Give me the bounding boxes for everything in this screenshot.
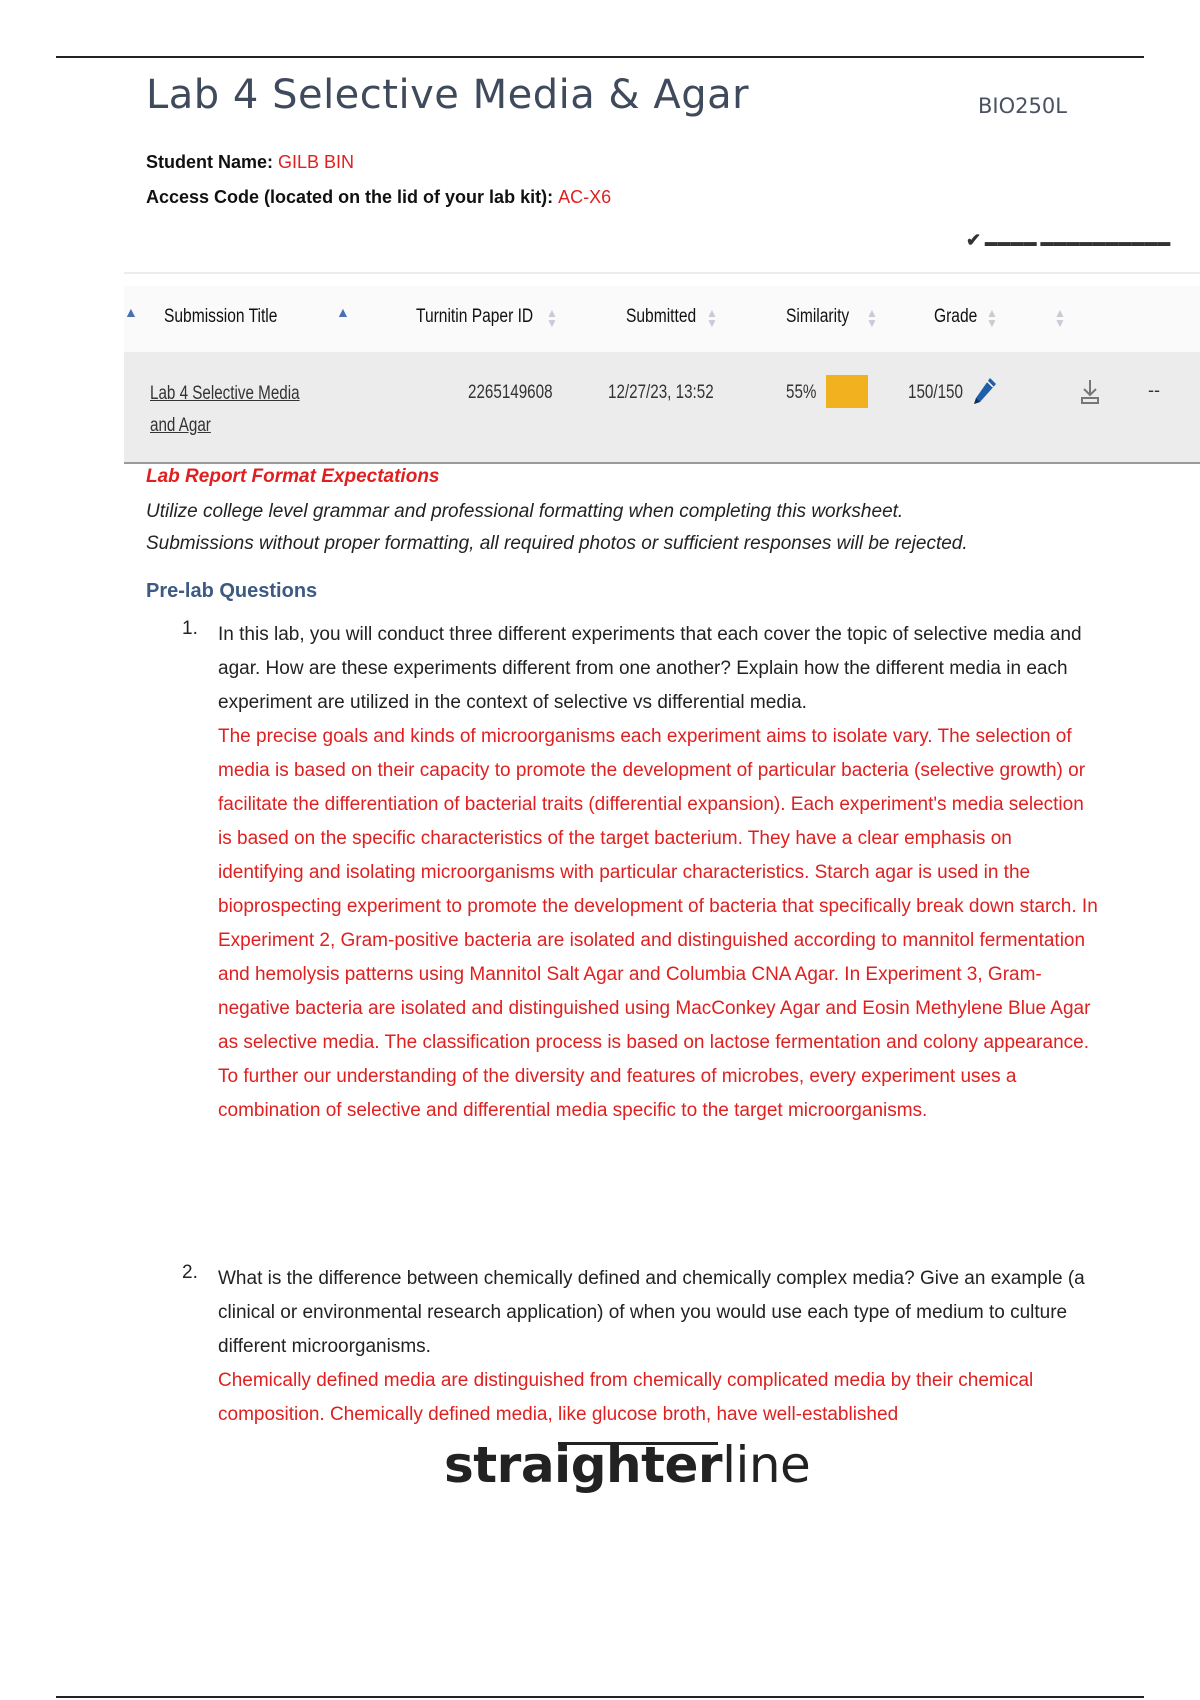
answer-text: The precise goals and kinds of microorganisms each experiment aims to isolate vary. The selection of media is based on their capacity to promote the development of particular bacteria (selective growth) or facilitate the differentiation of bacterial traits (differential expansion). Each experiment's media selection is based on the specific characteristics of the target bacterium. They have a clear emphasis on identifying and isolating microorganisms with particular characteristics. Starch agar is used in the bioprospecting experiment to promote the development of bacteria that specifically break down starch. In Experiment 2, Gram-positive bacteria are isolated and distinguished according to mannitol fermentation and hemolysis patterns using Mannitol Salt Agar and Columbia CNA Agar. In Experiment 3, Gram-negative bacteria are isolated and distinguished using MacConkey Agar and Eosin Methylene Blue Agar as selective media. The classification process is based on lactose fermentation and colony appearance. To further our understanding of the diversity and features of microbes, every experiment uses a combination of selective and differential media specific to the target microorganisms. [218, 726, 1098, 1121]
column-header-similarity[interactable]: Similarity [786, 306, 850, 327]
format-line-2: Submissions without proper formatting, all required photos or sufficient responses will be rejected. [146, 533, 968, 554]
question-text: What is the difference between chemically defined and chemically complex media? Give an example (a clinical or environmental research application) of when you would use each type of medium to culture different microorganisms. [218, 1268, 1085, 1357]
page-title: Lab 4 Selective Media & Agar [146, 72, 750, 118]
format-line-1: Utilize college level grammar and professional formatting when completing this worksheet. [146, 501, 904, 522]
format-heading: Lab Report Format Expectations [146, 466, 440, 487]
student-name-label: Student Name: [146, 152, 274, 172]
check-icon: ✔ [966, 230, 982, 250]
similarity-cell: 55% [786, 382, 817, 403]
sort-icon[interactable]: ▲ ▼ [546, 306, 558, 330]
paper-id-cell: 2265149608 [468, 382, 553, 403]
table-separator [124, 272, 1200, 274]
column-header-grade[interactable]: Grade [934, 306, 978, 327]
sort-asc-icon[interactable]: ▲ [124, 304, 138, 320]
access-code-value: AC-X6 [558, 187, 612, 207]
student-name-value: GILB BIN [278, 152, 355, 172]
submission-title-link[interactable]: Lab 4 Selective Media and Agar [150, 383, 300, 436]
top-rule [56, 56, 1144, 58]
download-icon[interactable] [1080, 378, 1100, 406]
pencil-icon[interactable] [970, 376, 998, 408]
question-number: 2. [182, 1262, 198, 1283]
sort-asc-icon[interactable]: ▲ [336, 304, 350, 320]
straighterline-logo [444, 1436, 810, 1494]
column-header-paper-id[interactable]: Turnitin Paper ID [416, 306, 534, 327]
column-header-submitted[interactable]: Submitted [626, 306, 697, 327]
similarity-indicator[interactable] [826, 375, 868, 408]
question-text: In this lab, you will conduct three different experiments that each cover the topic of selective media and agar. How are these experiments different from one another? Explain how the different media in each experiment are utilized in the context of selective vs differential media. [218, 624, 1082, 713]
logo-bold: straighter [444, 1436, 723, 1494]
row-extra: -- [1148, 380, 1160, 400]
cropped-header-fragment: ✔ ▬▬▬▬ ▬▬▬▬▬▬▬▬▬▬ [966, 230, 1171, 250]
student-name-line [146, 152, 354, 173]
logo-light: line [722, 1436, 811, 1494]
column-header-title[interactable]: Submission Title [164, 306, 278, 327]
question-2 [218, 1262, 1098, 1432]
answer-text: Chemically defined media are distinguished from chemically complicated media by their chemical composition. Chemically defined media, like glucose broth, have well-established [218, 1370, 1034, 1425]
sort-icon[interactable]: ▲ ▼ [706, 306, 718, 330]
bottom-rule [56, 1696, 1144, 1698]
prelab-heading: Pre-lab Questions [146, 580, 318, 602]
question-1 [218, 618, 1098, 1128]
sort-icon[interactable]: ▲ ▼ [1054, 306, 1066, 330]
sort-icon[interactable]: ▲ ▼ [986, 306, 998, 330]
sort-icon[interactable]: ▲ ▼ [866, 306, 878, 330]
access-code-line [146, 187, 611, 208]
grade-cell: 150/150 [908, 382, 963, 403]
submitted-cell: 12/27/23, 13:52 [608, 382, 714, 403]
access-code-label: Access Code (located on the lid of your lab kit): [146, 187, 554, 207]
question-number: 1. [182, 618, 198, 639]
course-code: BIO250L [978, 94, 1067, 118]
